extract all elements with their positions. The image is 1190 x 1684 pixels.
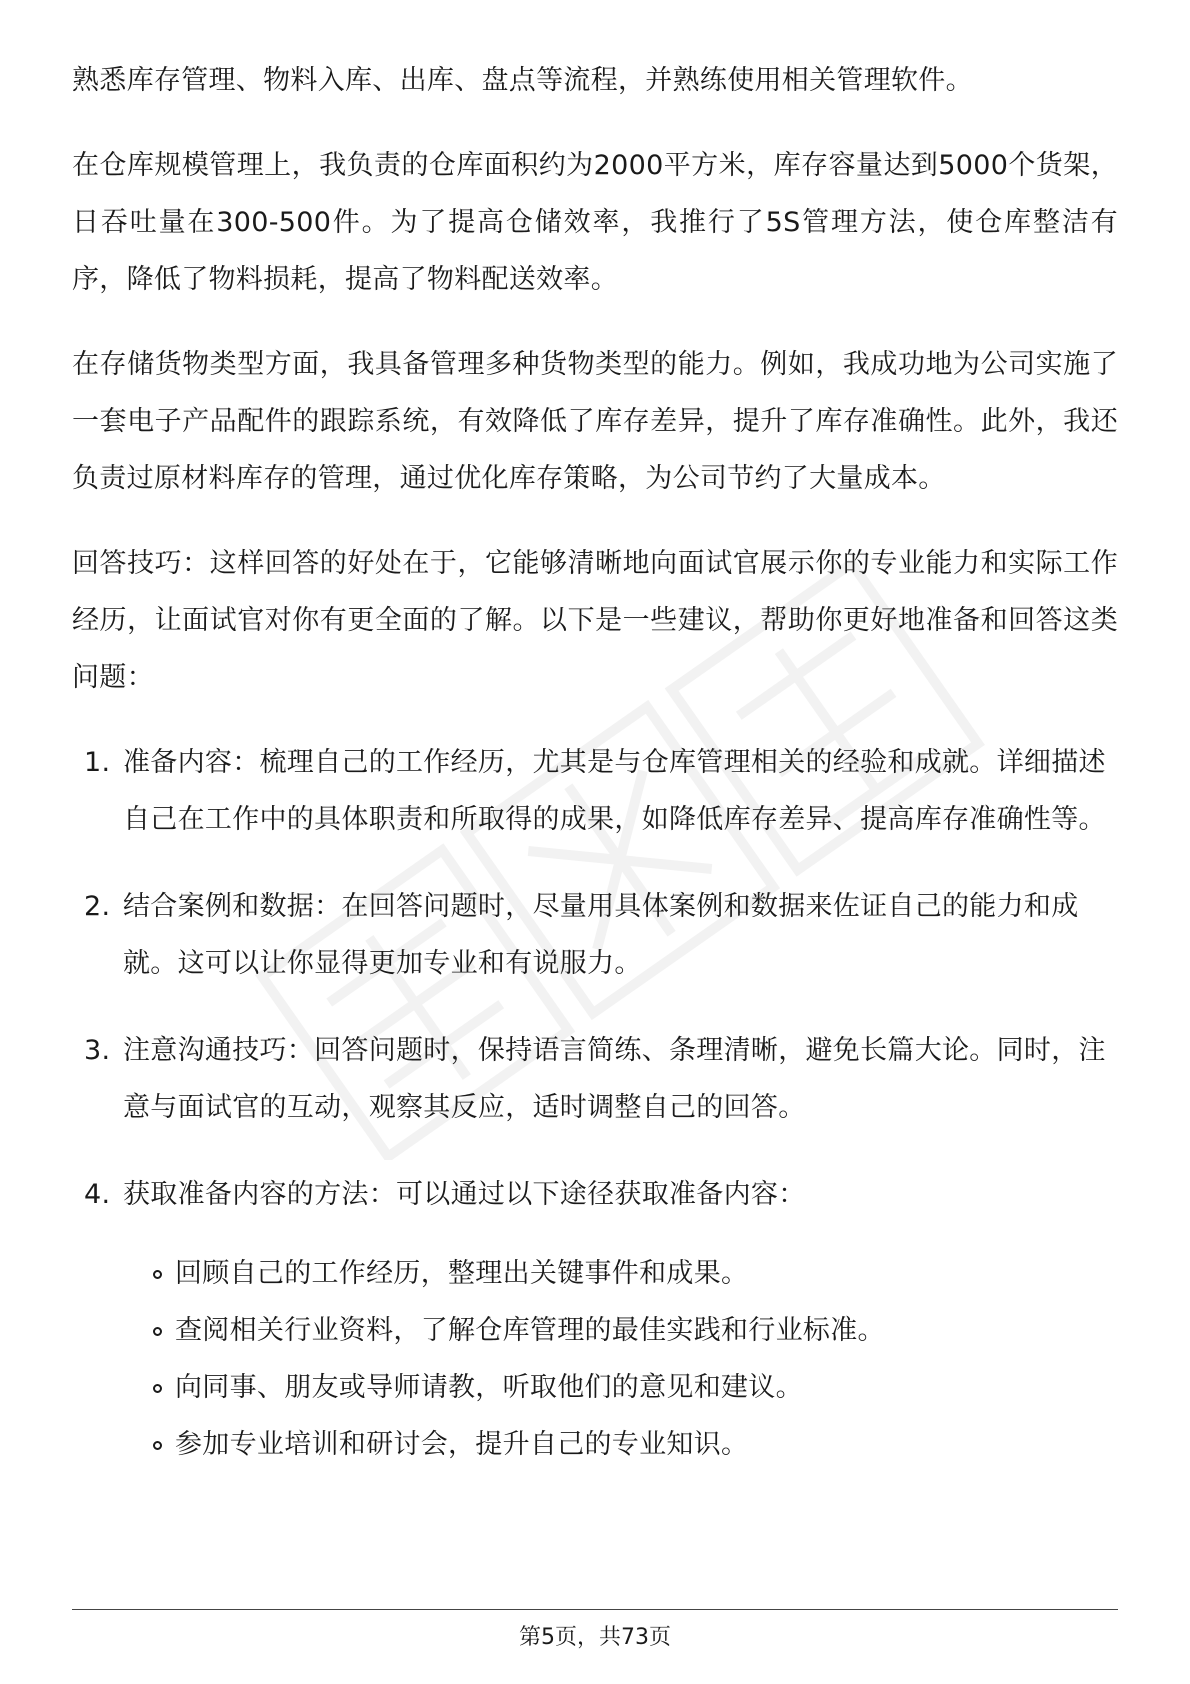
paragraph-skills: 熟悉库存管理、物料入库、出库、盘点等流程，并熟练使用相关管理软件。 [72, 65, 973, 96]
sublist-item [123, 1359, 1118, 1416]
sources-sublist [123, 1245, 1118, 1473]
paragraph-warehouse-scale: 在仓库规模管理上，我负责的仓库面积约为2000平方米，库存容量达到5000个货架，日吞吐量在300-500件。为了提高仓储效率，我推行了5S管理方法，使仓库整洁有序，降低了物料损耗，提高了物料配送效率。 [72, 150, 1118, 295]
sublist-item [123, 1416, 1118, 1473]
list-number: 4. [84, 1179, 111, 1210]
list-item-text: 结合案例和数据：在回答问题时，尽量用具体案例和数据来佐证自己的能力和成就。这可以让你显得更加专业和有说服力。 [123, 891, 1079, 979]
sublist-item-text: 向同事、朋友或导师请教，听取他们的意见和建议。 [175, 1372, 803, 1403]
hollow-bullet-icon [153, 1441, 162, 1450]
page-number: 第5页，共73页 [519, 1625, 671, 1650]
hollow-bullet-icon [153, 1384, 162, 1393]
tips-list [72, 734, 1118, 1473]
hollow-bullet-icon [153, 1270, 162, 1279]
sublist-item [123, 1245, 1118, 1302]
list-item-text: 准备内容：梳理自己的工作经历，尤其是与仓库管理相关的经验和成就。详细描述自己在工作中的具体职责和所取得的成果，如降低库存差异、提高库存准确性等。 [123, 747, 1106, 835]
list-item [72, 1166, 1118, 1473]
list-number: 3. [84, 1035, 111, 1066]
hollow-bullet-icon [153, 1327, 162, 1336]
sublist-item-text: 回顾自己的工作经历，整理出关键事件和成果。 [175, 1258, 749, 1289]
list-item-text: 获取准备内容的方法：可以通过以下途径获取准备内容： [123, 1179, 806, 1210]
paragraph-goods-types: 在存储货物类型方面，我具备管理多种货物类型的能力。例如，我成功地为公司实施了一套电子产品配件的跟踪系统，有效降低了库存差异，提升了库存准确性。此外，我还负责过原材料库存的管理，通过优化库存策略，为公司节约了大量成本。 [72, 349, 1118, 494]
list-item [72, 734, 1118, 848]
sublist-item-text: 参加专业培训和研讨会，提升自己的专业知识。 [175, 1429, 749, 1460]
paragraph-answer-tips: 回答技巧：这样回答的好处在于，它能够清晰地向面试官展示你的专业能力和实际工作经历，让面试官对你有更全面的了解。以下是一些建议，帮助你更好地准备和回答这类问题： [72, 548, 1118, 693]
list-item [72, 1022, 1118, 1136]
sublist-item-text: 查阅相关行业资料，了解仓库管理的最佳实践和行业标准。 [175, 1315, 885, 1346]
list-number: 2. [84, 891, 111, 922]
list-item-text: 注意沟通技巧：回答问题时，保持语言简练、条理清晰，避免长篇大论。同时，注意与面试官的互动，观察其反应，适时调整自己的回答。 [123, 1035, 1106, 1123]
list-item [72, 878, 1118, 992]
list-number: 1. [84, 747, 111, 778]
document-body [72, 52, 1118, 1473]
sublist-item [123, 1302, 1118, 1359]
footer-divider [72, 1609, 1118, 1610]
